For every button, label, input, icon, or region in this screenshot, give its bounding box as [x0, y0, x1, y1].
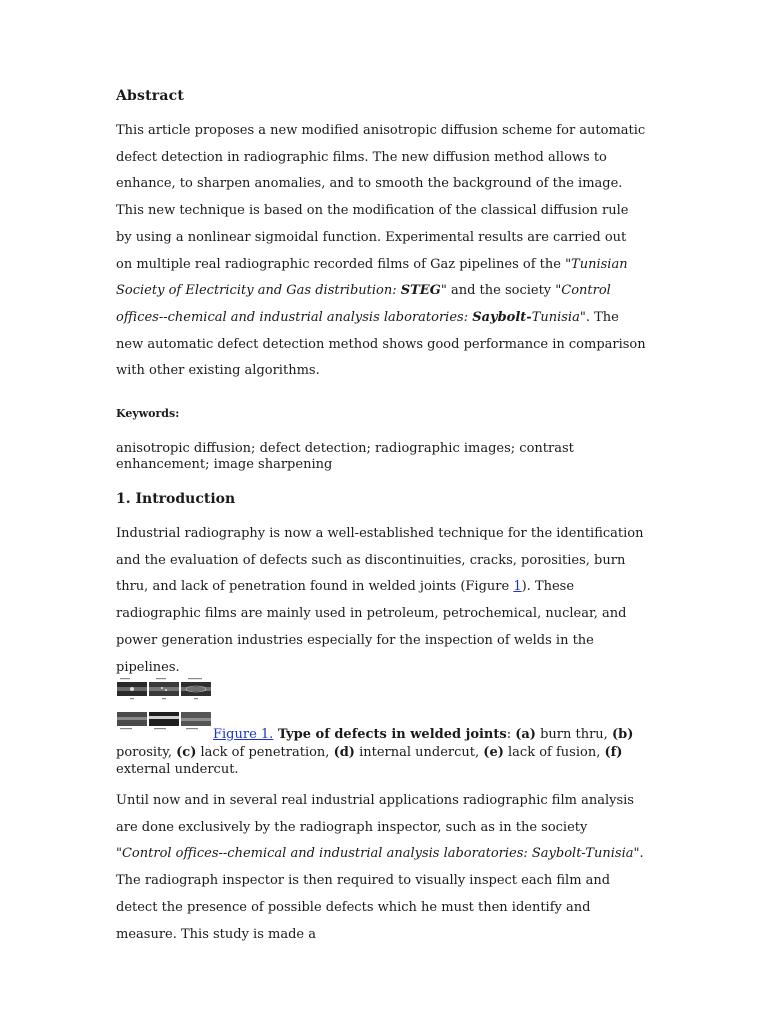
introduction-paragraph-1: Industrial radiography is now a well-established technique for the identification and the evaluation of defects such as discontinuities, cracks, porosities, burn thru, and lack of penetration found in welded joints (Figure 1). These radiographic films are mainly used in petroleum, petrochemical, nuclear, and power generation industries especially for the inspection of welds in the pipelines.	[116, 526, 644, 675]
figure-1-reference-link[interactable]: 1	[513, 579, 522, 595]
introduction-heading: 1. Introduction	[116, 491, 236, 507]
abstract-heading: Abstract	[116, 88, 185, 104]
org-saybolt-name: Control offices--chemical and industrial analysis laboratories: Saybolt-Tunisia	[116, 283, 611, 325]
abstract-text-1: This article proposes a new modified anisotropic diffusion scheme for automatic defect detection in radiographic films. The new diffusion method allows to enhance, to sharpen anomalies, and to smooth the background of the image. This new technique is based on the modification of the classical diffusion rule by using a nonlinear sigmoidal function. Experimental results are carried out on multiple real radiographic recorded films of Gaz pipelines of the "	[116, 123, 646, 272]
figure-1-title: Type of defects in welded joints	[273, 727, 507, 742]
introduction-paragraph-2: Until now and in several real industrial applications radiographic film analysis are done exclusively by the radiograph inspector, such as in the society "Control offices--chemical and industrial analysis laboratories: Saybolt-Tunisia". The radiograph inspector is then required to visually inspect each film and detect the presence of possible defects which he must then identify and measure. This study is made a	[116, 793, 644, 942]
abstract-paragraph	[116, 118, 646, 385]
org-saybolt-reference: Control offices--chemical and industrial analysis laboratories: Saybolt-Tunisia	[121, 846, 634, 862]
org-steg-name: Tunisian Society of Electricity and Gas distribution: STEG	[116, 256, 628, 299]
keywords-text: anisotropic diffusion; defect detection; radiographic images; contrast enhancement; image sharpening	[116, 441, 574, 472]
abstract-text-2: " and the society "	[440, 283, 562, 299]
org-saybolt-bold: Saybolt-	[472, 309, 532, 325]
keywords-heading: Keywords:	[116, 407, 180, 420]
figure-1-caption: Figure 1. Type of defects in welded joints: (a) burn thru, (b) porosity, (c) lack of penetration, (d) internal undercut, (e) lack of fusion, (f) external undercut.	[116, 727, 634, 777]
figure-1-link[interactable]: Figure 1.	[213, 727, 274, 742]
abstract-text-3: ". The new automatic defect detection method shows good performance in comparison with other existing algorithms.	[116, 309, 646, 379]
org-steg-acronym: STEG	[400, 283, 441, 299]
